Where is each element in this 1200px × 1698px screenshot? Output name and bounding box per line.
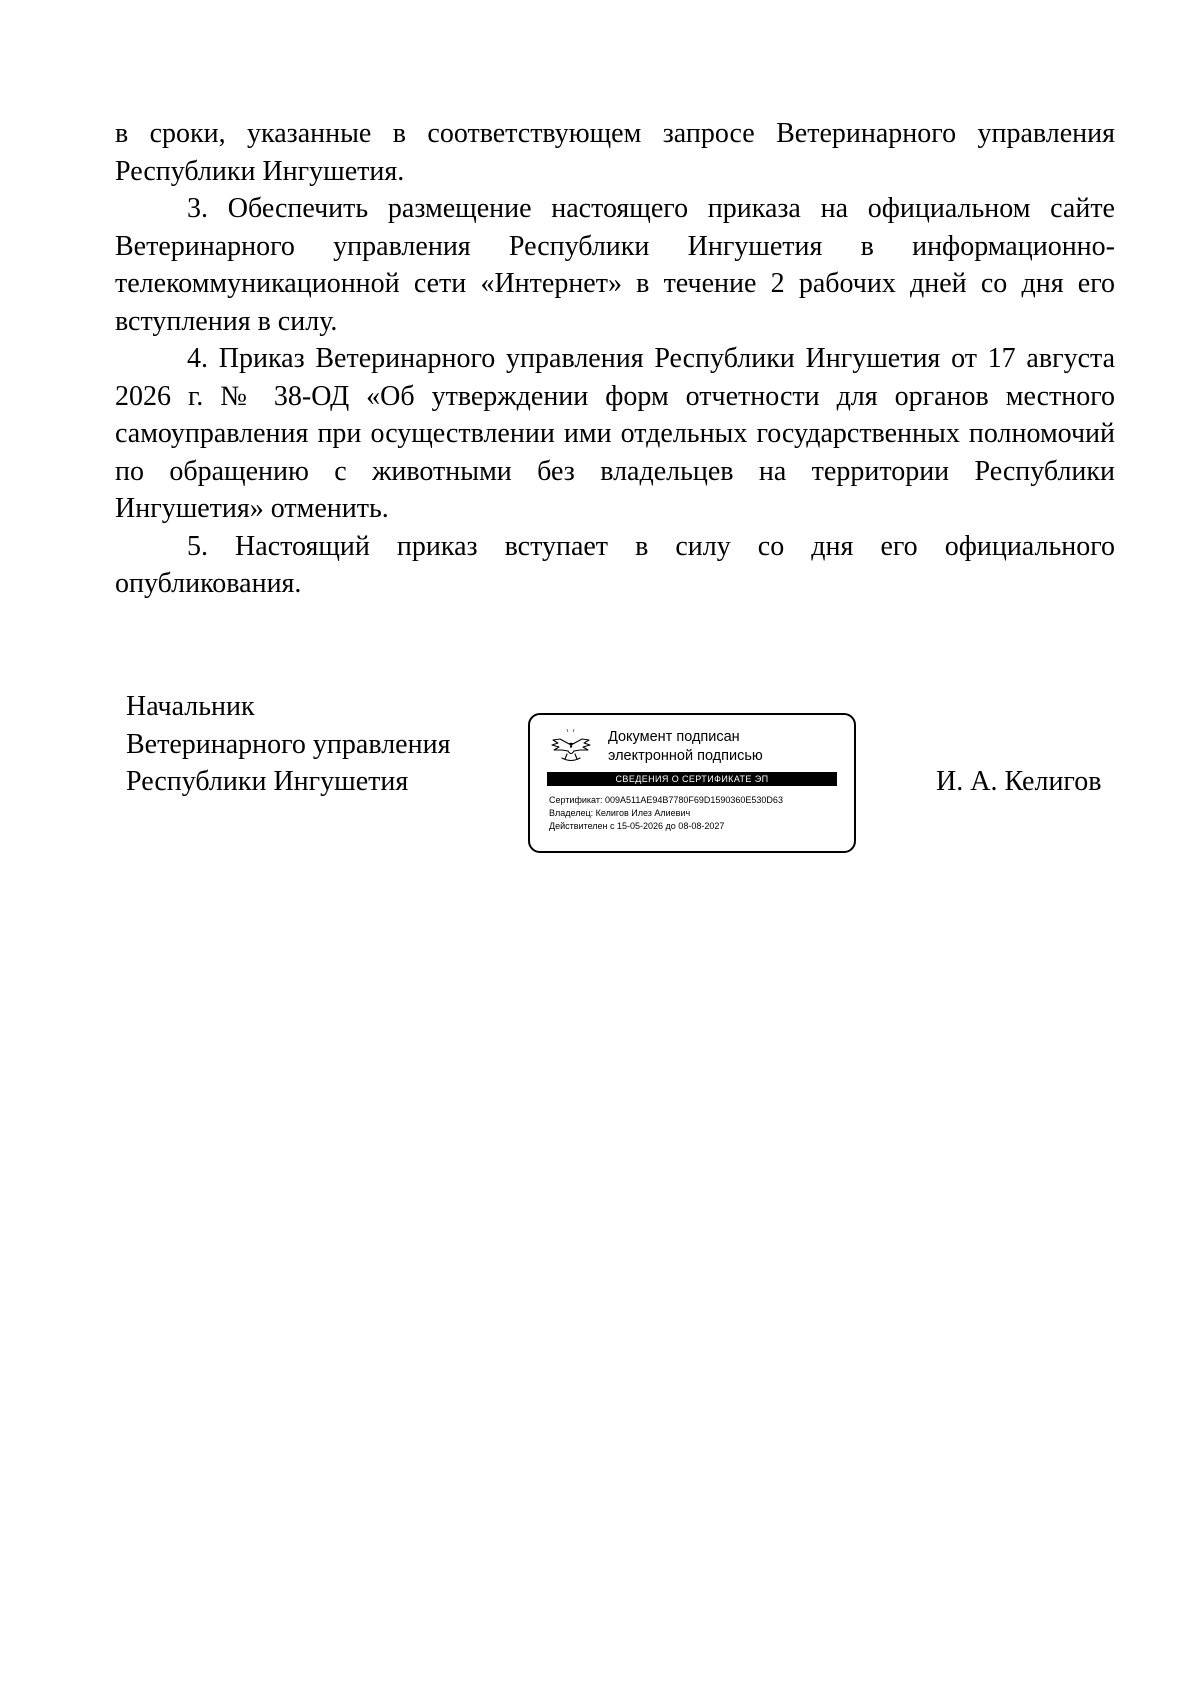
signatory-position [126,688,450,801]
stamp-certificate-band: СВЕДЕНИЯ О СЕРТИФИКАТЕ ЭП [547,772,837,786]
stamp-owner: Владелец: Келигов Илез Алиевич [549,808,691,818]
electronic-signature-stamp [528,713,856,853]
stamp-title [608,728,763,766]
paragraph-item-5: 5. Настоящий приказ вступает в силу со дня его официального опубликования. [115,530,1115,599]
signatory-position-line: Начальник [126,691,255,722]
paragraph-continuation: в сроки, указанные в соответствующем запросе Ветеринарного управления Республики Ингушетия. [115,118,1115,187]
document-body [115,115,1115,603]
stamp-title-line: Документ подписан [608,729,740,745]
stamp-certificate-number: Сертификат: 009A511AE94B7780F69D1590360E530D63 [549,795,783,805]
signatory-name: И. А. Келигов [936,766,1102,797]
stamp-validity: Действителен с 15-05-2026 до 08-08-2027 [549,821,725,831]
stamp-details [549,794,783,833]
paragraph-item-3: 3. Обеспечить размещение настоящего приказа на официальном сайте Ветеринарного управления Республики Ингушетия в информационно-телекоммуникационной сети «Интернет» в течение 2 рабочих дней со дня его вступления в силу. [115,193,1115,337]
stamp-title-line: электронной подписью [608,748,763,764]
signatory-position-line: Республики Ингушетия [126,766,409,797]
signatory-position-line: Ветеринарного управления [126,728,451,760]
eagle-emblem-icon [548,725,594,771]
paragraph-item-4: 4. Приказ Ветеринарного управления Республики Ингушетия от 17 августа 2026 г. № 38-ОД «Об утверждении форм отчетности для органов местного самоуправления при осуществлении ими отдельных государственных полномочий по обращению с животными без владельцев на территории Республики Ингушетия» отменить. [115,343,1115,524]
